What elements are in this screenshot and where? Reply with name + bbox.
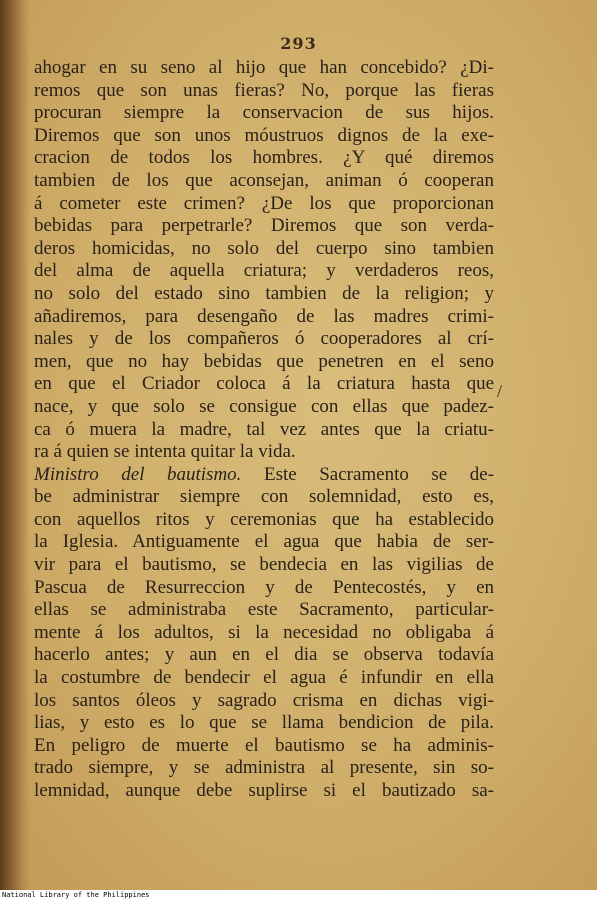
text-line: men, que no hay bebidas que penetren en el seno bbox=[34, 350, 494, 372]
section-heading: Ministro del bautismo. bbox=[34, 463, 242, 485]
text-line: deros homicidas, no solo del cuerpo sino tambien bbox=[34, 237, 494, 259]
text-line: hacerlo antes; y aun en el dia se observa todavía bbox=[34, 644, 494, 666]
text-line: Diremos que son unos móustruos dignos de la exe- bbox=[34, 124, 494, 146]
text-line: añadiremos, para desengaño de las madres crimi- bbox=[34, 305, 494, 327]
body-text bbox=[34, 57, 494, 803]
text-line: la costumbre de bendecir el agua é infundir en ella bbox=[34, 667, 494, 689]
text-line: be administrar siempre con solemnidad, esto es, bbox=[34, 486, 494, 508]
text-line: remos que son unas fieras? No, porque las fieras bbox=[34, 79, 494, 101]
text-line: con aquellos ritos y ceremonias que ha establecido bbox=[34, 508, 494, 530]
text-line: vir para el bautismo, se bendecia en las vigilias de bbox=[34, 554, 494, 576]
text-line: á cometer este crimen? ¿De los que proporcionan bbox=[34, 192, 494, 214]
library-credit: National Library of the Philippines bbox=[2, 891, 150, 899]
text-line: no solo del estado sino tambien de la religion; y bbox=[34, 282, 494, 304]
section-first-line bbox=[34, 464, 494, 487]
section-first-line-text: Este Sacramento se de- bbox=[263, 463, 495, 485]
margin-mark: / bbox=[497, 381, 503, 401]
text-line: del alma de aquella criatura; y verdaderos reos, bbox=[34, 260, 494, 282]
text-line: lemnidad, aunque debe suplirse si el bautizado sa- bbox=[34, 780, 494, 801]
text-line: los santos óleos y sagrado crisma en dichas vigi- bbox=[34, 689, 494, 711]
text-line: procuran siempre la conservacion de sus hijos. bbox=[34, 102, 494, 124]
text-line: ra á quien se intenta quitar la vida. bbox=[34, 441, 296, 463]
text-line: lias, y esto es lo que se llama bendicion de pila. bbox=[34, 712, 494, 734]
text-line: trado siempre, y se administra al presente, sin so- bbox=[34, 757, 494, 779]
text-line: ellas se administraba este Sacramento, particular- bbox=[34, 599, 494, 621]
text-line: Pascua de Resurreccion y de Pentecostés, y en bbox=[34, 576, 494, 598]
text-line: bebidas para perpetrarle? Diremos que son verda- bbox=[34, 215, 494, 237]
text-line: ahogar en su seno al hijo que han concebido? ¿Di- bbox=[34, 57, 494, 78]
text-line: la Iglesia. Antiguamente el agua que habia de ser- bbox=[34, 531, 494, 553]
text-line: nace, y que solo se consigue con ellas que padez- bbox=[34, 395, 494, 417]
text-line: mente á los adultos, si la necesidad no obligaba á bbox=[34, 621, 494, 643]
book-spine-shadow bbox=[0, 0, 30, 890]
text-line: en que el Criador coloca á la criatura hasta que bbox=[34, 373, 494, 395]
text-line: tambien de los que aconsejan, animan ó cooperan bbox=[34, 169, 494, 191]
text-line: En peligro de muerte el bautismo se ha adminis- bbox=[34, 734, 494, 756]
text-line: nales y de los compañeros ó cooperadores al crí- bbox=[34, 328, 494, 350]
text-line: ca ó muera la madre, tal vez antes que la criatu- bbox=[34, 418, 494, 440]
page-number: 293 bbox=[280, 34, 317, 53]
text-line: cracion de todos los hombres. ¿Y qué diremos bbox=[34, 147, 494, 169]
